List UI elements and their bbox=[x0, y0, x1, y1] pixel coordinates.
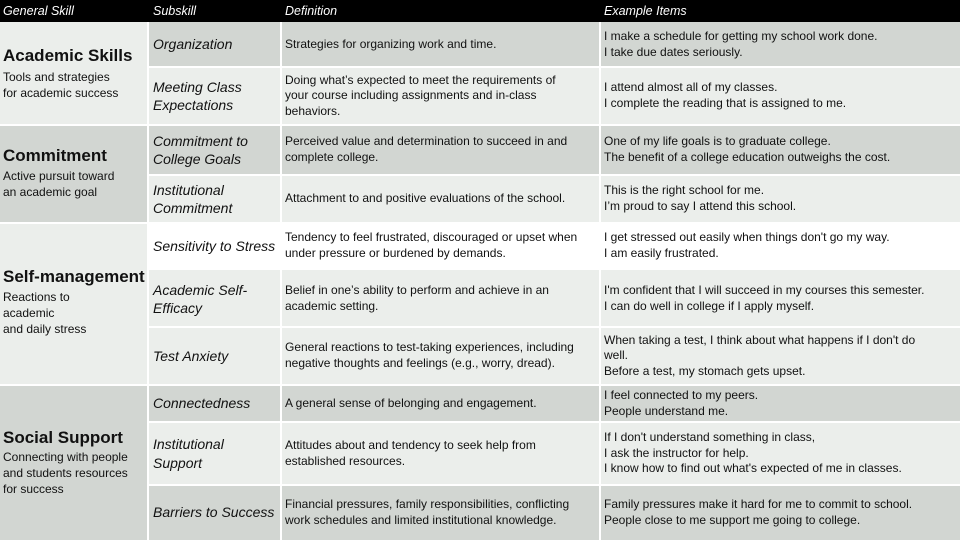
header-subskill: Subskill bbox=[153, 4, 197, 18]
subskill-text: Sensitivity to Stress bbox=[153, 237, 276, 254]
table-row-definition bbox=[282, 67, 599, 125]
examples-text: I attend almost all of my classes. I complete the reading that is assigned to me. bbox=[604, 80, 847, 110]
header-example-items: Example Items bbox=[604, 4, 687, 18]
table-row-definition bbox=[282, 125, 599, 175]
table-row-definition bbox=[282, 22, 599, 67]
table-row-examples bbox=[601, 327, 960, 385]
subskill-text: Connectedness bbox=[153, 395, 251, 412]
table-row-subskill bbox=[148, 485, 281, 540]
definition-text: Attachment to and positive evaluations of the school. bbox=[285, 191, 566, 206]
subskill-text: Commitment to College Goals bbox=[153, 132, 248, 167]
group-divider bbox=[0, 222, 148, 224]
definition-text: Belief in one’s ability to perform and achieve in an academic setting. bbox=[285, 283, 549, 313]
table-row-subskill bbox=[148, 125, 281, 175]
group-description: Reactions to academic and daily stress bbox=[3, 290, 87, 336]
table-row-examples bbox=[601, 223, 960, 269]
group-description: Connecting with people and students resources for success bbox=[3, 450, 128, 496]
definition-text: Financial pressures, family responsibilities, conflicting work schedules and limited institutional knowledge. bbox=[285, 496, 570, 527]
table-row-examples bbox=[601, 67, 960, 125]
examples-text: Family pressures make it hard for me to commit to school. People close to me support me going to college. bbox=[604, 496, 913, 527]
table-row-subskill bbox=[148, 269, 281, 327]
table-row-definition bbox=[282, 485, 599, 540]
group-description: Tools and strategies for academic success bbox=[3, 70, 119, 100]
definition-text: Tendency to feel frustrated, discouraged or upset when under pressure or burdened by demands. bbox=[285, 230, 578, 260]
table-row-definition bbox=[282, 175, 599, 223]
definition-text: Strategies for organizing work and time. bbox=[285, 36, 497, 51]
group-divider bbox=[0, 384, 148, 386]
subskill-text: Meeting Class Expectations bbox=[153, 78, 242, 113]
subskill-text: Organization bbox=[153, 36, 233, 53]
examples-text: When taking a test, I think about what happens if I don't do well. Before a test, my stomach gets upset. bbox=[604, 332, 916, 378]
group-title: Social Support bbox=[3, 428, 123, 447]
subskill-text: Institutional Commitment bbox=[153, 181, 233, 216]
table-row-subskill bbox=[148, 175, 281, 223]
table-row-examples bbox=[601, 22, 960, 67]
header-definition: Definition bbox=[285, 4, 338, 18]
subskill-text: Barriers to Success bbox=[153, 504, 275, 521]
table-row-subskill bbox=[148, 67, 281, 125]
examples-text: One of my life goals is to graduate college. The benefit of a college education outweighs the cost. bbox=[604, 134, 891, 164]
table-row-examples bbox=[601, 422, 960, 485]
examples-text: This is the right school for me. I’m proud to say I attend this school. bbox=[604, 183, 797, 213]
table-row-examples bbox=[601, 485, 960, 540]
subskill-text: Academic Self- Efficacy bbox=[153, 282, 248, 317]
table-row-definition bbox=[282, 422, 599, 485]
subskill-text: Test Anxiety bbox=[153, 347, 229, 364]
table-row-definition bbox=[282, 269, 599, 327]
subskill-text: Institutional Support bbox=[153, 436, 224, 471]
header-general-skill: General Skill bbox=[3, 4, 74, 18]
definition-text: Doing what’s expected to meet the requirements of your course including assignments and in-class behaviors. bbox=[285, 72, 556, 118]
examples-text: I'm confident that I will succeed in my courses this semester. I can do well in college if I apply myself. bbox=[604, 283, 925, 313]
group-title: Commitment bbox=[3, 146, 107, 165]
table-row-definition bbox=[282, 327, 599, 385]
table-row-examples bbox=[601, 125, 960, 175]
examples-text: I get stressed out easily when things don't go my way. I am easily frustrated. bbox=[604, 230, 890, 260]
table-row-definition bbox=[282, 223, 599, 269]
table-row-definition bbox=[282, 385, 599, 422]
group-title: Academic Skills bbox=[3, 46, 133, 65]
table-row-subskill bbox=[148, 22, 281, 67]
group-description: Active pursuit toward an academic goal bbox=[3, 169, 115, 199]
examples-text: I make a schedule for getting my school work done. I take due dates seriously. bbox=[604, 28, 878, 59]
table-row-subskill bbox=[148, 223, 281, 269]
table-row-subskill bbox=[148, 422, 281, 485]
table-row-subskill bbox=[148, 385, 281, 422]
table-header bbox=[0, 0, 960, 22]
table-row-subskill bbox=[148, 327, 281, 385]
table-row-examples bbox=[601, 269, 960, 327]
group-divider bbox=[0, 124, 148, 126]
group-title: Self-management bbox=[3, 267, 145, 286]
table-row-examples bbox=[601, 175, 960, 223]
definition-text: General reactions to test-taking experiences, including negative thoughts and feelings (e.g., worry, dread). bbox=[285, 340, 574, 370]
definition-text: Attitudes about and tendency to seek help from established resources. bbox=[285, 437, 536, 468]
examples-text: I feel connected to my peers. People understand me. bbox=[604, 387, 759, 418]
table-row-examples bbox=[601, 385, 960, 422]
definition-text: Perceived value and determination to succeed in and complete college. bbox=[285, 134, 568, 164]
examples-text: If I don't understand something in class, I ask the instructor for help. I know how to find out what's expected of me in classes. bbox=[604, 430, 902, 476]
definition-text: A general sense of belonging and engagement. bbox=[285, 395, 537, 410]
